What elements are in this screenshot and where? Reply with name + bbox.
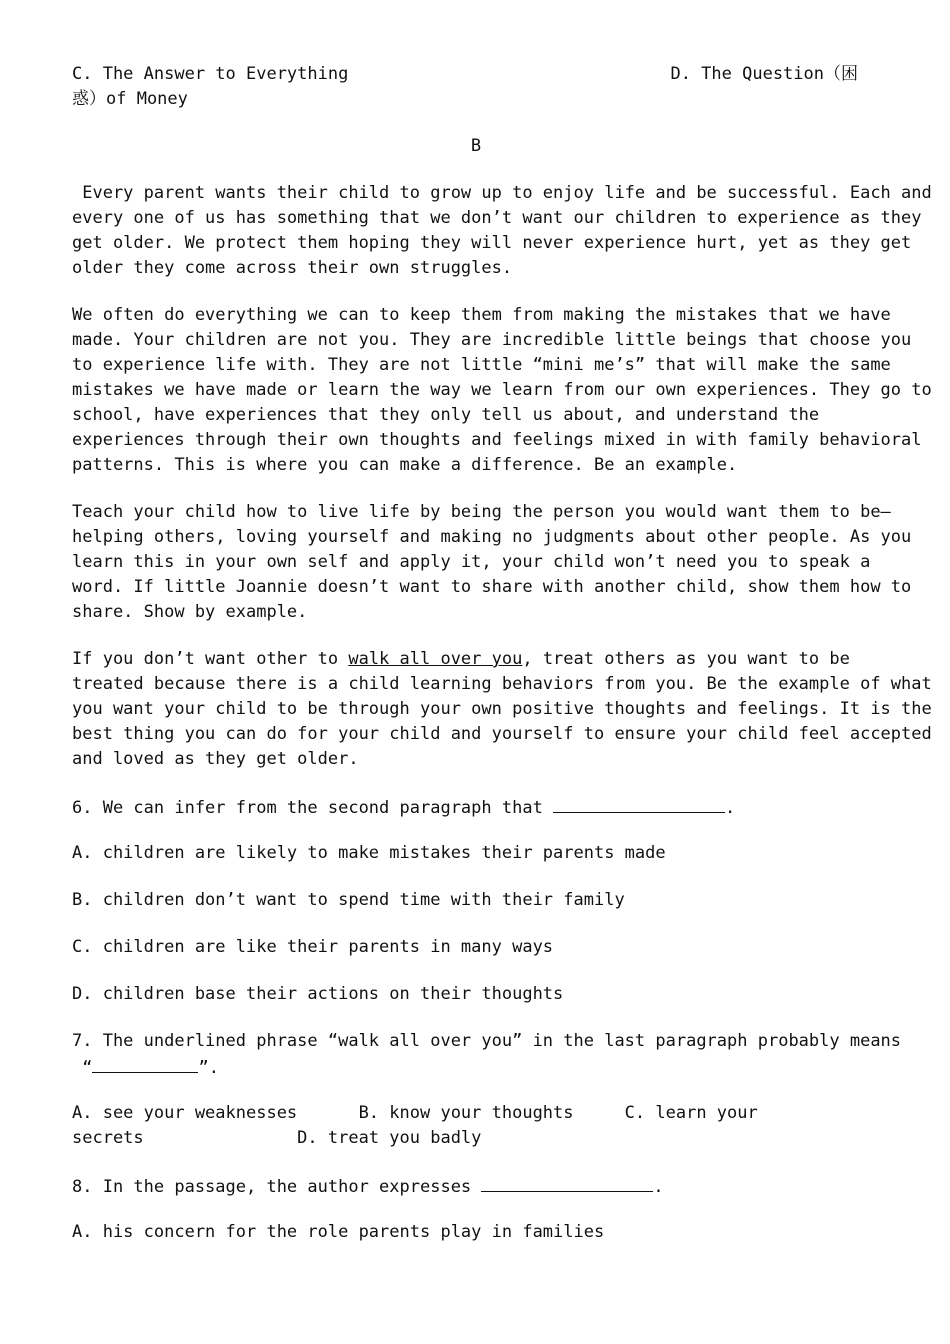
question-6-option-b: B. children don’t want to spend time with their family <box>72 890 625 910</box>
option-c: C. The Answer to Everything <box>72 64 349 84</box>
text-line <box>72 647 880 672</box>
question-6-option-a: A. children are likely to make mistakes their parents made <box>72 843 666 863</box>
answer-blank <box>481 1173 653 1192</box>
text-line: learn this in your own self and apply it, your child won’t need you to speak a <box>72 552 871 572</box>
document-page <box>72 62 932 1267</box>
text-line: patterns. This is where you can make a difference. Be an example. <box>72 455 738 475</box>
text-line: treated because there is a child learning behaviors from you. Be the example of what <box>72 674 932 694</box>
previous-question-options-row <box>72 62 880 87</box>
text-line: experiences through their own thoughts and feelings mixed in with family behavioral <box>72 430 922 450</box>
answer-blank <box>553 794 725 813</box>
question-7-options-line1: A. see your weaknesses B. know your thoughts C. learn your <box>72 1103 758 1123</box>
passage-paragraph-3 <box>72 500 912 625</box>
question-6-option-c: C. children are like their parents in many ways <box>72 937 554 957</box>
text-line: Every parent wants their child to grow up to enjoy life and be successful. Each and <box>72 183 932 203</box>
text-line: school, have experiences that they only tell us about, and understand the <box>72 405 820 425</box>
text-segment: If you don’t want other to <box>72 649 349 669</box>
text-line: word. If little Joannie doesn’t want to share with another child, show them how to <box>72 577 912 597</box>
text-line: and loved as they get older. <box>72 749 359 769</box>
text-line: mistakes we have made or learn the way we learn from our own experiences. They go to <box>72 380 932 400</box>
quote-open: “ <box>72 1058 93 1078</box>
option-d-part2: 惑）of Money <box>72 89 188 109</box>
underlined-phrase: walk all over you <box>348 649 523 669</box>
text-line: We often do everything we can to keep them from making the mistakes that we have <box>72 305 891 325</box>
passage-paragraph-1 <box>72 181 932 281</box>
text-line: Teach your child how to live life by being the person you would want them to be— <box>72 502 891 522</box>
text-line: older they come across their own struggles. <box>72 258 513 278</box>
question-6-stem <box>72 794 880 819</box>
option-d-part1: D. The Question（困 <box>670 64 858 84</box>
answer-blank <box>92 1054 198 1073</box>
text-line: to experience life with. They are not little “mini me’s” that will make the same <box>72 355 891 375</box>
text-segment: , treat others as you want to be <box>522 649 850 669</box>
question-6-end: . <box>725 798 736 818</box>
question-7-stem <box>72 1029 902 1079</box>
question-8-end: . <box>653 1177 664 1197</box>
question-7-text: 7. The underlined phrase “walk all over you” in the last paragraph probably means <box>72 1031 902 1051</box>
text-line: best thing you can do for your child and yourself to ensure your child feel accepted <box>72 724 932 744</box>
text-line: you want your child to be through your own positive thoughts and feelings. It is the <box>72 699 932 719</box>
quote-close: ”. <box>198 1058 219 1078</box>
text-line: made. Your children are not you. They are incredible little beings that choose you <box>72 330 912 350</box>
question-6-text: 6. We can infer from the second paragraph that <box>72 798 554 818</box>
passage-paragraph-4 <box>72 647 932 772</box>
question-6-option-d: D. children base their actions on their thoughts <box>72 984 564 1004</box>
question-8-option-a: A. his concern for the role parents play in families <box>72 1222 605 1242</box>
question-8-text: 8. In the passage, the author expresses <box>72 1177 482 1197</box>
text-line: share. Show by example. <box>72 602 308 622</box>
question-8-stem <box>72 1173 880 1198</box>
section-heading: B <box>470 136 482 156</box>
question-7-line2 <box>72 1054 880 1079</box>
text-line: helping others, loving yourself and making no judgments about other people. As you <box>72 527 912 547</box>
question-7-options <box>72 1101 880 1151</box>
passage-paragraph-2 <box>72 303 932 478</box>
text-line: get older. We protect them hoping they will never experience hurt, yet as they get <box>72 233 912 253</box>
text-line: every one of us has something that we don’t want our children to experience as they <box>72 208 922 228</box>
question-7-options-line2: secrets D. treat you badly <box>72 1128 482 1148</box>
